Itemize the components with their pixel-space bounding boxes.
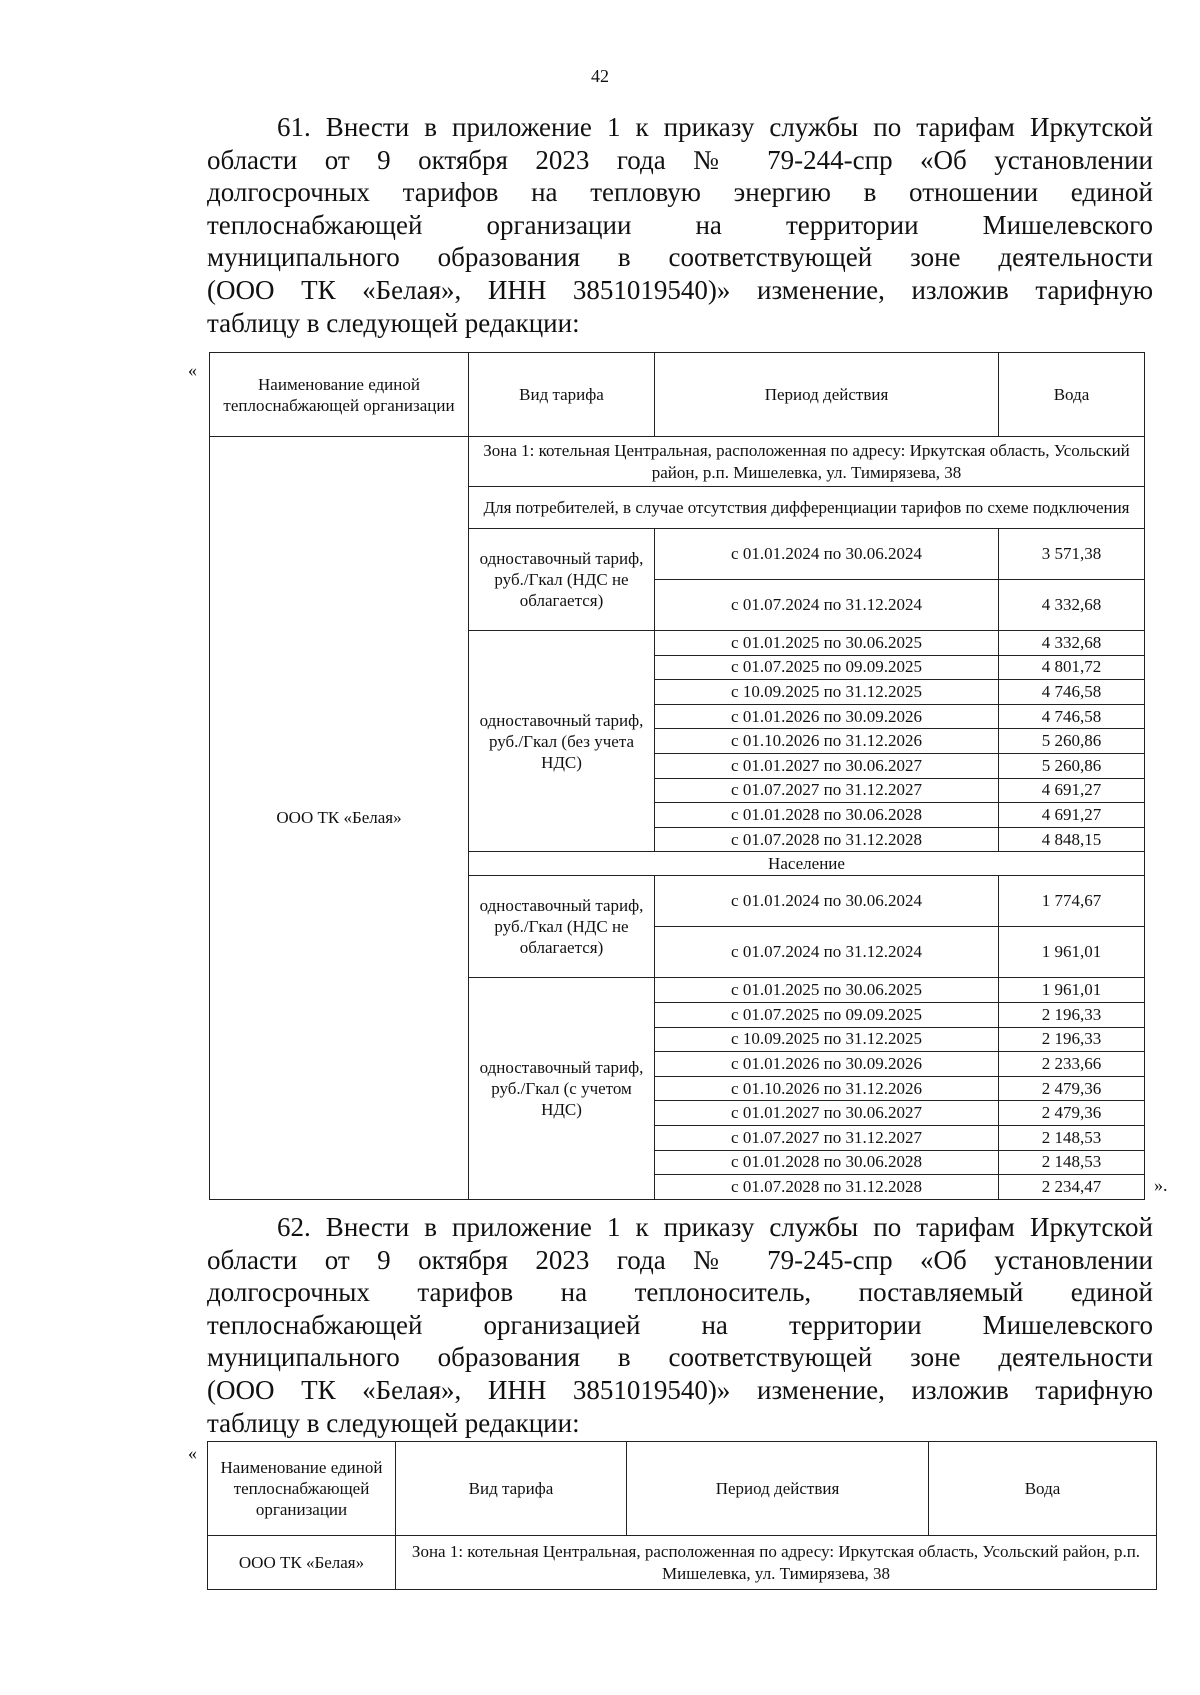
water-value-cell: 4 746,58 bbox=[999, 680, 1145, 705]
period-cell: с 01.07.2027 по 31.12.2027 bbox=[655, 778, 999, 803]
paragraph-61 bbox=[207, 111, 1153, 339]
paragraph-line: муниципального образования в соответствующей зоне деятельности bbox=[207, 242, 1153, 273]
period-cell: с 01.01.2026 по 30.09.2026 bbox=[655, 1052, 999, 1077]
paragraph-line: области от 9 октября 2023 года № 79-245-спр «Об установлении bbox=[207, 1244, 1153, 1275]
org-name-cell: ООО ТК «Белая» bbox=[208, 1536, 396, 1590]
category-consumers: Для потребителей, в случае отсутствия дифференциации тарифов по схеме подключения bbox=[469, 487, 1145, 529]
header-period: Период действия bbox=[627, 1442, 929, 1536]
period-cell: с 01.01.2024 по 30.06.2024 bbox=[655, 529, 999, 580]
water-value-cell: 2 196,33 bbox=[999, 1002, 1145, 1027]
water-value-cell: 2 234,47 bbox=[999, 1175, 1145, 1200]
period-cell: с 01.01.2024 по 30.06.2024 bbox=[655, 876, 999, 927]
paragraph-line: муниципального образования в соответствующей зоне деятельности bbox=[207, 1342, 1153, 1373]
quote-open-2: « bbox=[188, 1443, 197, 1463]
tariff-type-cell: одноставочный тариф, руб./Гкал (без учета НДС) bbox=[469, 631, 655, 852]
period-cell: с 01.07.2025 по 09.09.2025 bbox=[655, 655, 999, 680]
water-value-cell: 4 801,72 bbox=[999, 655, 1145, 680]
water-value-cell: 4 691,27 bbox=[999, 778, 1145, 803]
zone-description: Зона 1: котельная Центральная, расположенная по адресу: Иркутская область, Усольский район, р.п. Мишелевка, ул. Тимирязева, 38 bbox=[469, 437, 1145, 487]
water-value-cell: 1 961,01 bbox=[999, 927, 1145, 978]
header-org-name: Наименование единой теплоснабжающей организации bbox=[210, 353, 469, 437]
period-cell: с 01.07.2024 по 31.12.2024 bbox=[655, 927, 999, 978]
water-value-cell: 4 848,15 bbox=[999, 827, 1145, 852]
period-cell: с 01.07.2028 по 31.12.2028 bbox=[655, 1175, 999, 1200]
paragraph-line: (ООО ТК «Белая», ИНН 3851019540)» изменение, изложив тарифную bbox=[207, 274, 1153, 305]
water-value-cell: 2 479,36 bbox=[999, 1076, 1145, 1101]
tariff-table-heat-carrier bbox=[207, 1441, 1157, 1590]
water-value-cell: 2 233,66 bbox=[999, 1052, 1145, 1077]
period-cell: с 01.01.2025 по 30.06.2025 bbox=[655, 978, 999, 1003]
water-value-cell: 1 961,01 bbox=[999, 978, 1145, 1003]
water-value-cell: 5 260,86 bbox=[999, 729, 1145, 754]
paragraph-line: области от 9 октября 2023 года № 79-244-спр «Об установлении bbox=[207, 144, 1153, 175]
header-tariff-type: Вид тарифа bbox=[469, 353, 655, 437]
water-value-cell: 2 196,33 bbox=[999, 1027, 1145, 1052]
water-value-cell: 4 332,68 bbox=[999, 631, 1145, 656]
water-value-cell: 2 148,53 bbox=[999, 1125, 1145, 1150]
paragraph-line: (ООО ТК «Белая», ИНН 3851019540)» изменение, изложив тарифную bbox=[207, 1374, 1153, 1405]
period-cell: с 01.07.2025 по 09.09.2025 bbox=[655, 1002, 999, 1027]
header-org-name: Наименование единой теплоснабжающей организации bbox=[208, 1442, 396, 1536]
tariff-type-cell: одноставочный тариф, руб./Гкал (НДС не облагается) bbox=[469, 876, 655, 978]
paragraph-line: долгосрочных тарифов на тепловую энергию в отношении единой bbox=[207, 177, 1153, 208]
water-value-cell: 2 479,36 bbox=[999, 1101, 1145, 1126]
period-cell: с 01.10.2026 по 31.12.2026 bbox=[655, 729, 999, 754]
water-value-cell: 1 774,67 bbox=[999, 876, 1145, 927]
paragraph-line: таблицу в следующей редакции: bbox=[207, 1407, 580, 1438]
paragraph-line: долгосрочных тарифов на теплоноситель, поставляемый единой bbox=[207, 1277, 1153, 1308]
period-cell: с 01.07.2027 по 31.12.2027 bbox=[655, 1125, 999, 1150]
water-value-cell: 4 746,58 bbox=[999, 704, 1145, 729]
period-cell: с 10.09.2025 по 31.12.2025 bbox=[655, 1027, 999, 1052]
period-cell: с 01.01.2025 по 30.06.2025 bbox=[655, 631, 999, 656]
paragraph-62 bbox=[207, 1211, 1153, 1439]
period-cell: с 01.01.2027 по 30.06.2027 bbox=[655, 1101, 999, 1126]
period-cell: с 01.07.2024 по 31.12.2024 bbox=[655, 580, 999, 631]
tariff-type-cell: одноставочный тариф, руб./Гкал (с учетом НДС) bbox=[469, 978, 655, 1199]
water-value-cell: 5 260,86 bbox=[999, 753, 1145, 778]
water-value-cell: 4 332,68 bbox=[999, 580, 1145, 631]
category-population: Население bbox=[469, 852, 1145, 876]
paragraph-line: теплоснабжающей организации на территории Мишелевского bbox=[207, 209, 1153, 240]
page-number: 42 bbox=[591, 66, 609, 86]
paragraph-line: 62. Внести в приложение 1 к приказу службы по тарифам Иркутской bbox=[277, 1212, 1153, 1242]
header-water: Вода bbox=[929, 1442, 1157, 1536]
water-value-cell: 2 148,53 bbox=[999, 1150, 1145, 1175]
org-name-cell: ООО ТК «Белая» bbox=[210, 437, 469, 1200]
header-period: Период действия bbox=[655, 353, 999, 437]
period-cell: с 01.10.2026 по 31.12.2026 bbox=[655, 1076, 999, 1101]
water-value-cell: 4 691,27 bbox=[999, 803, 1145, 828]
period-cell: с 01.01.2027 по 30.06.2027 bbox=[655, 753, 999, 778]
zone-description: Зона 1: котельная Центральная, расположенная по адресу: Иркутская область, Усольский район, р.п. Мишелевка, ул. Тимирязева, 38 bbox=[396, 1536, 1157, 1590]
paragraph-line: таблицу в следующей редакции: bbox=[207, 307, 580, 338]
paragraph-line: теплоснабжающей организацией на территории Мишелевского bbox=[207, 1309, 1153, 1340]
period-cell: с 01.01.2028 по 30.06.2028 bbox=[655, 1150, 999, 1175]
header-tariff-type: Вид тарифа bbox=[396, 1442, 627, 1536]
paragraph-line: 61. Внести в приложение 1 к приказу службы по тарифам Иркутской bbox=[277, 112, 1153, 142]
tariff-type-cell: одноставочный тариф, руб./Гкал (НДС не облагается) bbox=[469, 529, 655, 631]
header-water: Вода bbox=[999, 353, 1145, 437]
period-cell: с 01.01.2028 по 30.06.2028 bbox=[655, 803, 999, 828]
period-cell: с 01.07.2028 по 31.12.2028 bbox=[655, 827, 999, 852]
quote-close-1: ». bbox=[1154, 1175, 1168, 1195]
period-cell: с 10.09.2025 по 31.12.2025 bbox=[655, 680, 999, 705]
period-cell: с 01.01.2026 по 30.09.2026 bbox=[655, 704, 999, 729]
quote-open-1: « bbox=[188, 360, 197, 380]
tariff-table-heat-energy bbox=[209, 352, 1145, 1200]
water-value-cell: 3 571,38 bbox=[999, 529, 1145, 580]
